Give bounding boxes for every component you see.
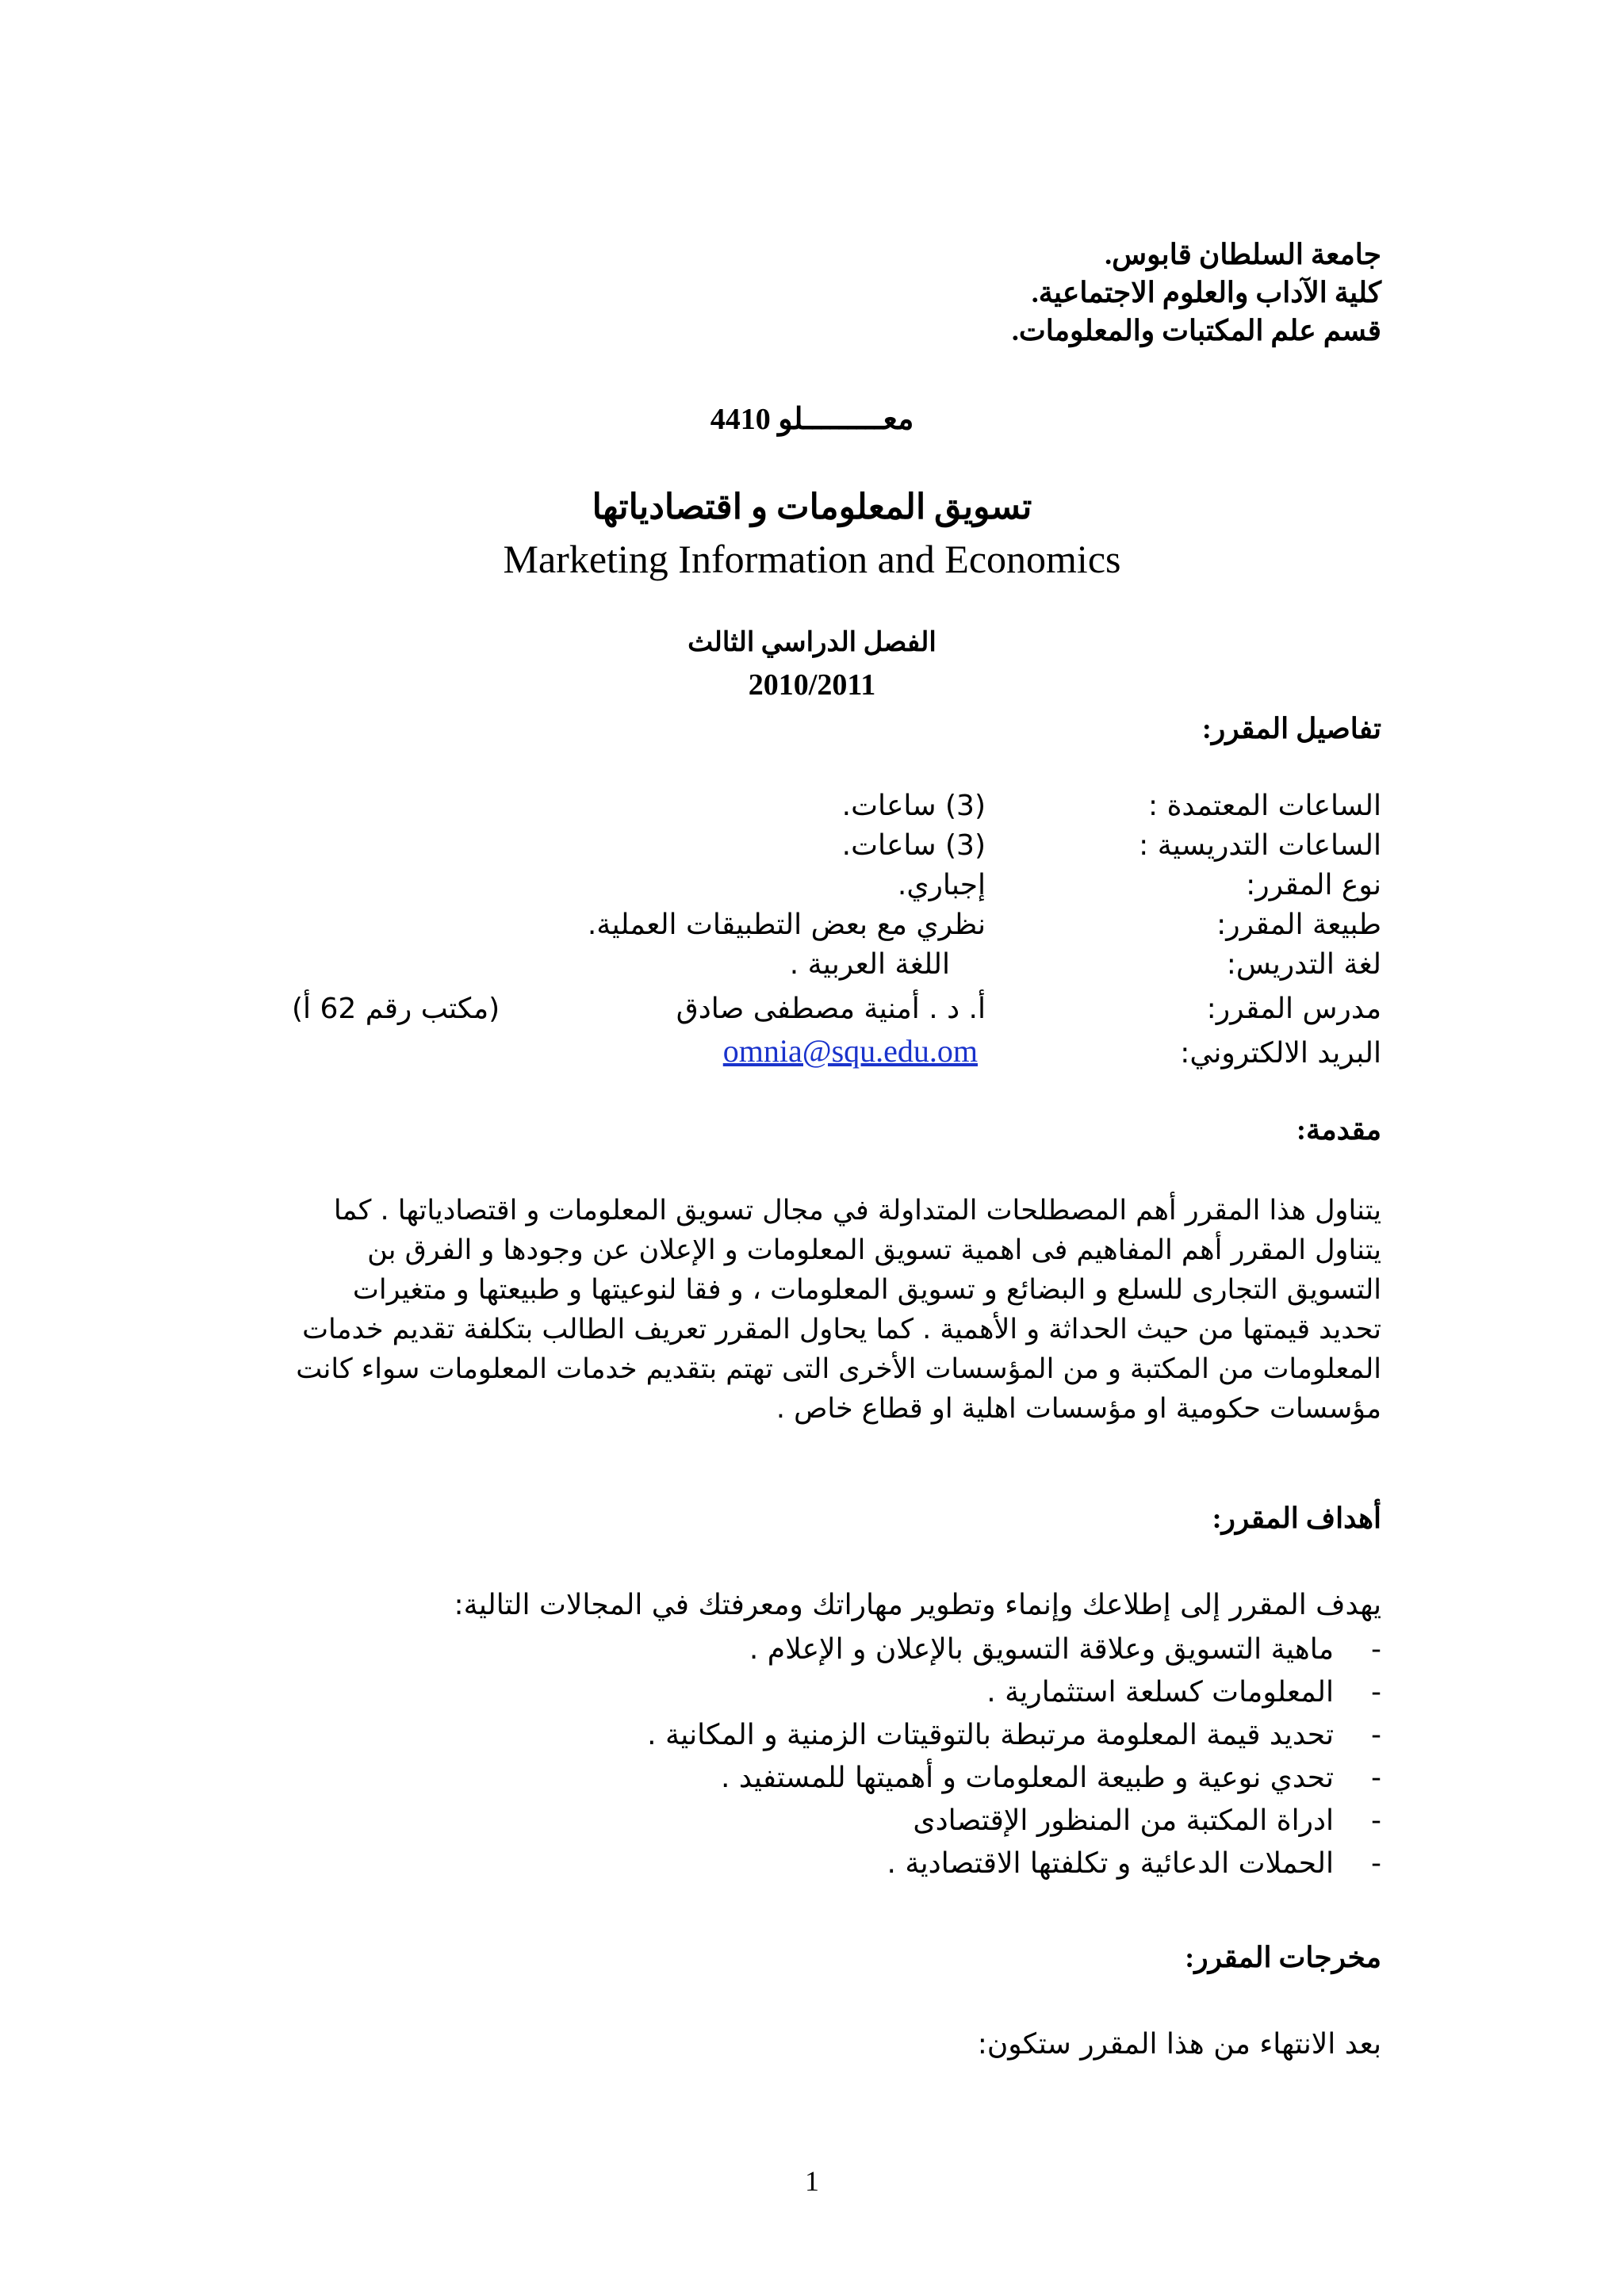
- detail-value-language: اللغة العربية .: [789, 948, 950, 981]
- intro-line: تحديد قيمتها من حيث الحداثة و الأهمية . كما يحاول المقرر تعريف الطالب بتكلفة تقديم خدمات: [302, 1314, 1381, 1345]
- intro-line: مؤسسات حكومية او مؤسسات اهلية او قطاع خاص .: [776, 1393, 1381, 1425]
- intro-line: المعلومات من المكتبة و من المؤسسات الأخرى التى تهتم بتقديم خدمات المعلومات سواء كانت: [296, 1353, 1381, 1385]
- detail-value-course-nature: نظري مع بعض التطبيقات العملية.: [587, 909, 986, 941]
- bullet-dash: -: [1371, 1633, 1381, 1666]
- details-heading: تفاصيل المقرر:: [1201, 713, 1381, 744]
- detail-label-course-nature: طبيعة المقرر:: [1216, 909, 1381, 941]
- intro-line: التسويق التجارى للسلع و البضائع و تسويق المعلومات ، و فقا لنوعيتها و طبيعتها و متغيرات: [352, 1274, 1381, 1306]
- detail-value-teaching-hours: (3) ساعات.: [841, 829, 986, 862]
- list-item: - تحديد قيمة المعلومة مرتبطة بالتوقيتات الزمنية و المكانية .: [350, 1714, 1381, 1757]
- page-number: 1: [805, 2165, 819, 2197]
- intro-heading: مقدمة:: [1297, 1114, 1381, 1146]
- objectives-heading: أهداف المقرر:: [1212, 1502, 1381, 1534]
- intro-line: يتناول المقرر أهم المفاهيم فى اهمية تسويق المعلومات و الإعلان عن وجودها و الفرق بن: [367, 1234, 1381, 1266]
- outcomes-heading: مخرجات المقرر:: [1185, 1942, 1381, 1973]
- objectives-intro: يهدف المقرر إلى إطلاعك وإنماء وتطوير مهاراتك ومعرفتك في المجالات التالية:: [454, 1589, 1381, 1621]
- course-title-english: Marketing Information and Economics: [503, 537, 1121, 581]
- bullet-dash: -: [1371, 1719, 1381, 1751]
- bullet-dash: -: [1371, 1762, 1381, 1794]
- semester: الفصل الدراسي الثالث: [688, 628, 936, 657]
- detail-label-teaching-hours: الساعات التدريسية :: [1139, 829, 1381, 862]
- bullet-dash: -: [1371, 1676, 1381, 1709]
- office-number: (مكتب رقم 62 أ): [292, 993, 500, 1025]
- instructor-email-link[interactable]: omnia@squ.edu.om: [722, 1033, 978, 1069]
- bullet-dash: -: [1371, 1804, 1381, 1837]
- bullet-dash: -: [1371, 1847, 1381, 1880]
- course-title-arabic: تسويق المعلومات و اقتصادياتها: [592, 488, 1032, 526]
- list-item: - ادراة المكتبة من المنظور الإقتصادى: [350, 1800, 1381, 1843]
- detail-label-instructor: مدرس المقرر:: [1206, 993, 1381, 1025]
- university-name: جامعة السلطان قابوس.: [1105, 239, 1381, 270]
- detail-value-instructor: أ. د . أمنية مصطفى صادق: [676, 993, 986, 1025]
- course-code: معـــــــــلو 4410: [710, 403, 914, 436]
- list-item: - المعلومات كسلعة استثمارية .: [350, 1671, 1381, 1714]
- academic-year: 2010/2011: [748, 668, 876, 702]
- detail-label-email: البريد الالكتروني:: [1180, 1037, 1381, 1070]
- list-item: - تحدي نوعية و طبيعة المعلومات و أهميتها للمستفيد .: [350, 1757, 1381, 1800]
- college-name: كلية الآداب والعلوم الاجتماعية.: [1031, 277, 1381, 308]
- detail-label-course-type: نوع المقرر:: [1246, 869, 1381, 901]
- department-name: قسم علم المكتبات والمعلومات.: [1011, 315, 1381, 346]
- list-item: - الحملات الدعائية و تكلفتها الاقتصادية .: [350, 1843, 1381, 1885]
- list-item: - ماهية التسويق وعلاقة التسويق بالإعلان و الإعلام .: [350, 1628, 1381, 1671]
- detail-label-language: لغة التدريس:: [1226, 948, 1381, 981]
- detail-value-credit-hours: (3) ساعات.: [841, 790, 986, 822]
- intro-line: يتناول هذا المقرر أهم المصطلحات المتداولة في مجال تسويق المعلومات و اقتصادياتها . كما: [333, 1195, 1381, 1226]
- outcomes-intro: بعد الانتهاء من هذا المقرر ستكون:: [977, 2028, 1381, 2061]
- detail-value-course-type: إجباري.: [897, 869, 986, 901]
- objectives-list: [350, 1628, 1381, 1885]
- detail-label-credit-hours: الساعات المعتمدة :: [1148, 790, 1381, 822]
- intro-paragraph: [263, 1191, 1381, 1429]
